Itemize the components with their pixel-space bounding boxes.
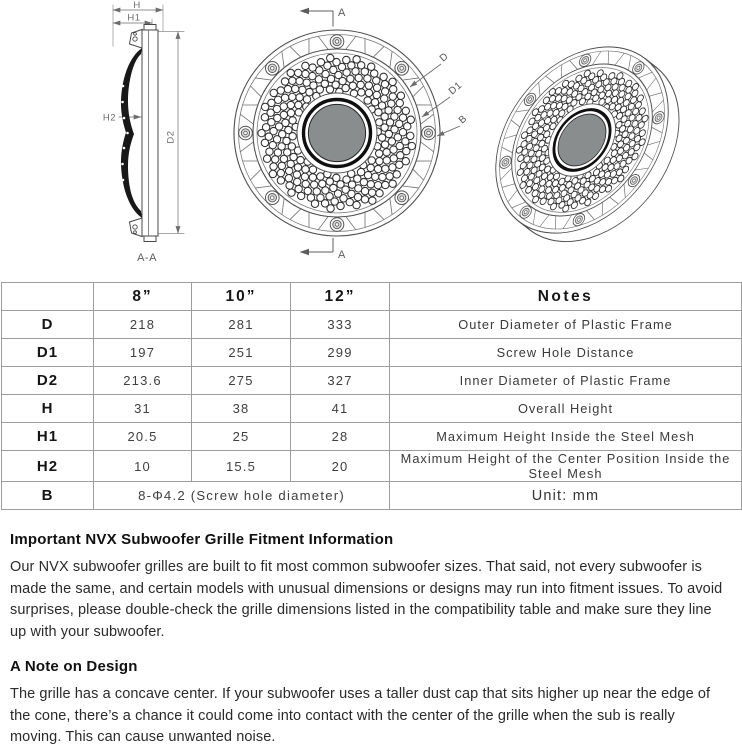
- screw-diameter-cell: 8-Φ4.2 (Screw hole diameter): [94, 482, 390, 510]
- row-label: H2: [2, 451, 94, 482]
- table-header-row: [2, 283, 742, 311]
- row-label: D: [2, 311, 94, 339]
- row-label: H1: [2, 423, 94, 451]
- table-row: [2, 367, 742, 395]
- header-10in: 10”: [192, 283, 291, 311]
- value-cell: 31: [94, 395, 192, 423]
- value-cell: 333: [291, 311, 390, 339]
- mesh-cross-section: [121, 48, 142, 218]
- value-cell: 20.5: [94, 423, 192, 451]
- info-text-block: [0, 531, 742, 749]
- dimension-table: [1, 282, 742, 510]
- header-12in: 12”: [291, 283, 390, 311]
- cut-label-top: A: [338, 7, 346, 19]
- leader-b-label: B: [457, 113, 470, 126]
- header-8in: 8”: [94, 283, 192, 311]
- table-row: [2, 451, 742, 482]
- note-cell: Inner Diameter of Plastic Frame: [390, 367, 742, 395]
- note-cell: Maximum Height of the Center Position Inside the Steel Mesh: [390, 451, 742, 482]
- cut-label-bottom: A: [338, 249, 346, 261]
- design-heading: A Note on Design: [10, 658, 730, 675]
- unit-cell: Unit: mm: [390, 482, 742, 510]
- value-cell: 251: [192, 339, 291, 367]
- section-cut-arrow-top-icon: [300, 8, 334, 27]
- row-label: H: [2, 395, 94, 423]
- table-row-b: [2, 482, 742, 510]
- header-empty-cell: [2, 283, 94, 311]
- value-cell: 327: [291, 367, 390, 395]
- value-cell: 281: [192, 311, 291, 339]
- dim-h1-label: H1: [127, 13, 140, 24]
- note-cell: Overall Height: [390, 395, 742, 423]
- dim-h2-label: H2: [103, 113, 116, 124]
- value-cell: 299: [291, 339, 390, 367]
- value-cell: 15.5: [192, 451, 291, 482]
- header-notes: Notes: [390, 283, 742, 311]
- row-label: D1: [2, 339, 94, 367]
- row-label: D2: [2, 367, 94, 395]
- row-label: B: [2, 482, 94, 510]
- perspective-view-drawing: [460, 13, 714, 275]
- value-cell: 213.6: [94, 367, 192, 395]
- note-cell: Maximum Height Inside the Steel Mesh: [390, 423, 742, 451]
- fitment-body: Our NVX subwoofer grilles are built to fit most common subwoofer sizes. That said, not every subwoofer is made the same, and certain models with unusual dimensions or designs may run into fitment issues. To avoid surprises, please double-check the grille dimensions listed in the compatibility table and make sure they line up with your subwoofer.: [10, 557, 730, 643]
- dim-d2-label: D2: [166, 130, 177, 143]
- value-cell: 10: [94, 451, 192, 482]
- value-cell: 20: [291, 451, 390, 482]
- note-cell: Screw Hole Distance: [390, 339, 742, 367]
- section-cut-arrow-bottom-icon: [300, 238, 334, 255]
- technical-drawing: [0, 0, 742, 282]
- front-view-drawing: [234, 7, 469, 261]
- value-cell: 28: [291, 423, 390, 451]
- section-aa-label: A-A: [137, 252, 157, 264]
- value-cell: 275: [192, 367, 291, 395]
- design-body: The grille has a concave center. If your subwoofer uses a taller dust cap that sits higher up near the edge of the cone, there’s a chance it could come into contact with the center of the grille when the sub is really moving. This can cause unwanted noise.: [10, 684, 730, 749]
- value-cell: 25: [192, 423, 291, 451]
- value-cell: 38: [192, 395, 291, 423]
- table-row: [2, 395, 742, 423]
- dim-h-label: H: [133, 0, 140, 11]
- table-row: [2, 423, 742, 451]
- table-row: [2, 311, 742, 339]
- table-row: [2, 339, 742, 367]
- value-cell: 218: [94, 311, 192, 339]
- value-cell: 197: [94, 339, 192, 367]
- leader-d-label: D: [438, 51, 451, 64]
- value-cell: 41: [291, 395, 390, 423]
- note-cell: Outer Diameter of Plastic Frame: [390, 311, 742, 339]
- leader-d1-label: D1: [447, 80, 465, 97]
- fitment-heading: Important NVX Subwoofer Grille Fitment Information: [10, 531, 730, 548]
- side-view-drawing: [103, 0, 184, 264]
